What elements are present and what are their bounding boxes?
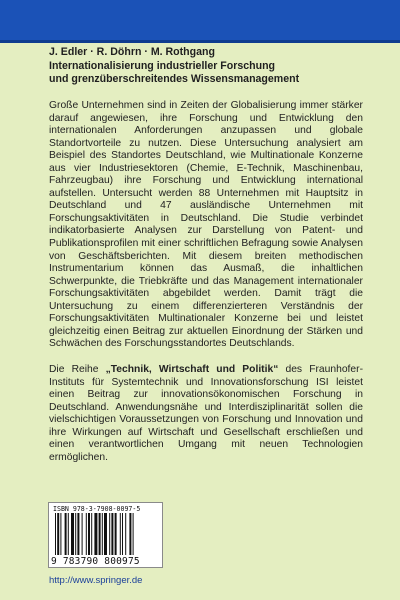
- paragraph-2-suffix: des Fraunhofer-Instituts für Systemtechnik und Innovationsforschung ISI leistet einen Beitrag zur innovationsökonomischen Forschung in Deutschland. Anwendungsnähe und Interdisziplinarität sollen die vielschichtigen Voraussetzungen von Forschung und Innovation und ihre Wirkungen auf Wirtschaft und Gesellschaft erschließen und einen verantwortlichen Umgang mit neuen Technologien ermöglichen.: [49, 364, 364, 463]
- isbn-number: ISBN 978-3-7908-0097-5: [53, 505, 141, 513]
- blurb-paragraph-1: Große Unternehmen sind in Zeiten der Globalisierung immer stärker darauf angewiesen, ihre Forschung und Entwicklung den internationalen Anforderungen anzupassen und globale Standortvorteile zu nutzen. Diese Untersuchung analysiert am Beispiel des Standortes Deutschland, wie Multinationale Konzerne aus vier Industriesektoren (Chemie, E-Technik, Maschinenbau, Fahrzeugbau) ihre Forschung und Entwicklung international aufstellen. Untersucht werden 88 Unternehmen mit Hauptsitz in Deutschland und 47 ausländische Unternehmen mit Forschungsaktivitäten in Deutschland. Die Studie verbindet indikatorbasierte Analysen zur Darstellung von Patent- und Publikationsprofilen mit einer schriftlichen Befragung sowie Analysen von Geschäftsberichten. Mit diesem breiten methodischen Instrumentarium können das Ausmaß, die inhaltlichen Schwerpunkte, die Triebkräfte und das Management internationaler Forschungsaktivitäten abgebildet werden. Damit trägt die Untersuchung zu einem differenzierteren Verständnis der Forschungsaktivitäten Multinationaler Konzerne bei und leistet gleichzeitig einen Beitrag zur aktuellen Einordnung der Stärken und Schwächen des Forschungsstandortes Deutschlands.: [49, 100, 363, 350]
- top-color-band: [0, 0, 400, 43]
- isbn-barcode: [48, 502, 163, 568]
- book-title-line-1: Internationalisierung industrieller Forschung: [49, 59, 276, 72]
- barcode-bars: [53, 513, 160, 557]
- ean-number: 9 783790 800975: [51, 556, 140, 567]
- blurb-paragraph-2: [49, 364, 363, 464]
- book-header: [49, 46, 379, 87]
- authors: J. Edler · R. Döhrn · M. Rothgang: [49, 46, 215, 58]
- series-name: „Technik, Wirtschaft und Politik“: [105, 364, 279, 375]
- book-title-line-2: und grenzüberschreitendes Wissensmanagement: [49, 73, 300, 86]
- paragraph-2-prefix: Die Reihe: [49, 364, 106, 375]
- publisher-url[interactable]: http://www.springer.de: [49, 575, 143, 586]
